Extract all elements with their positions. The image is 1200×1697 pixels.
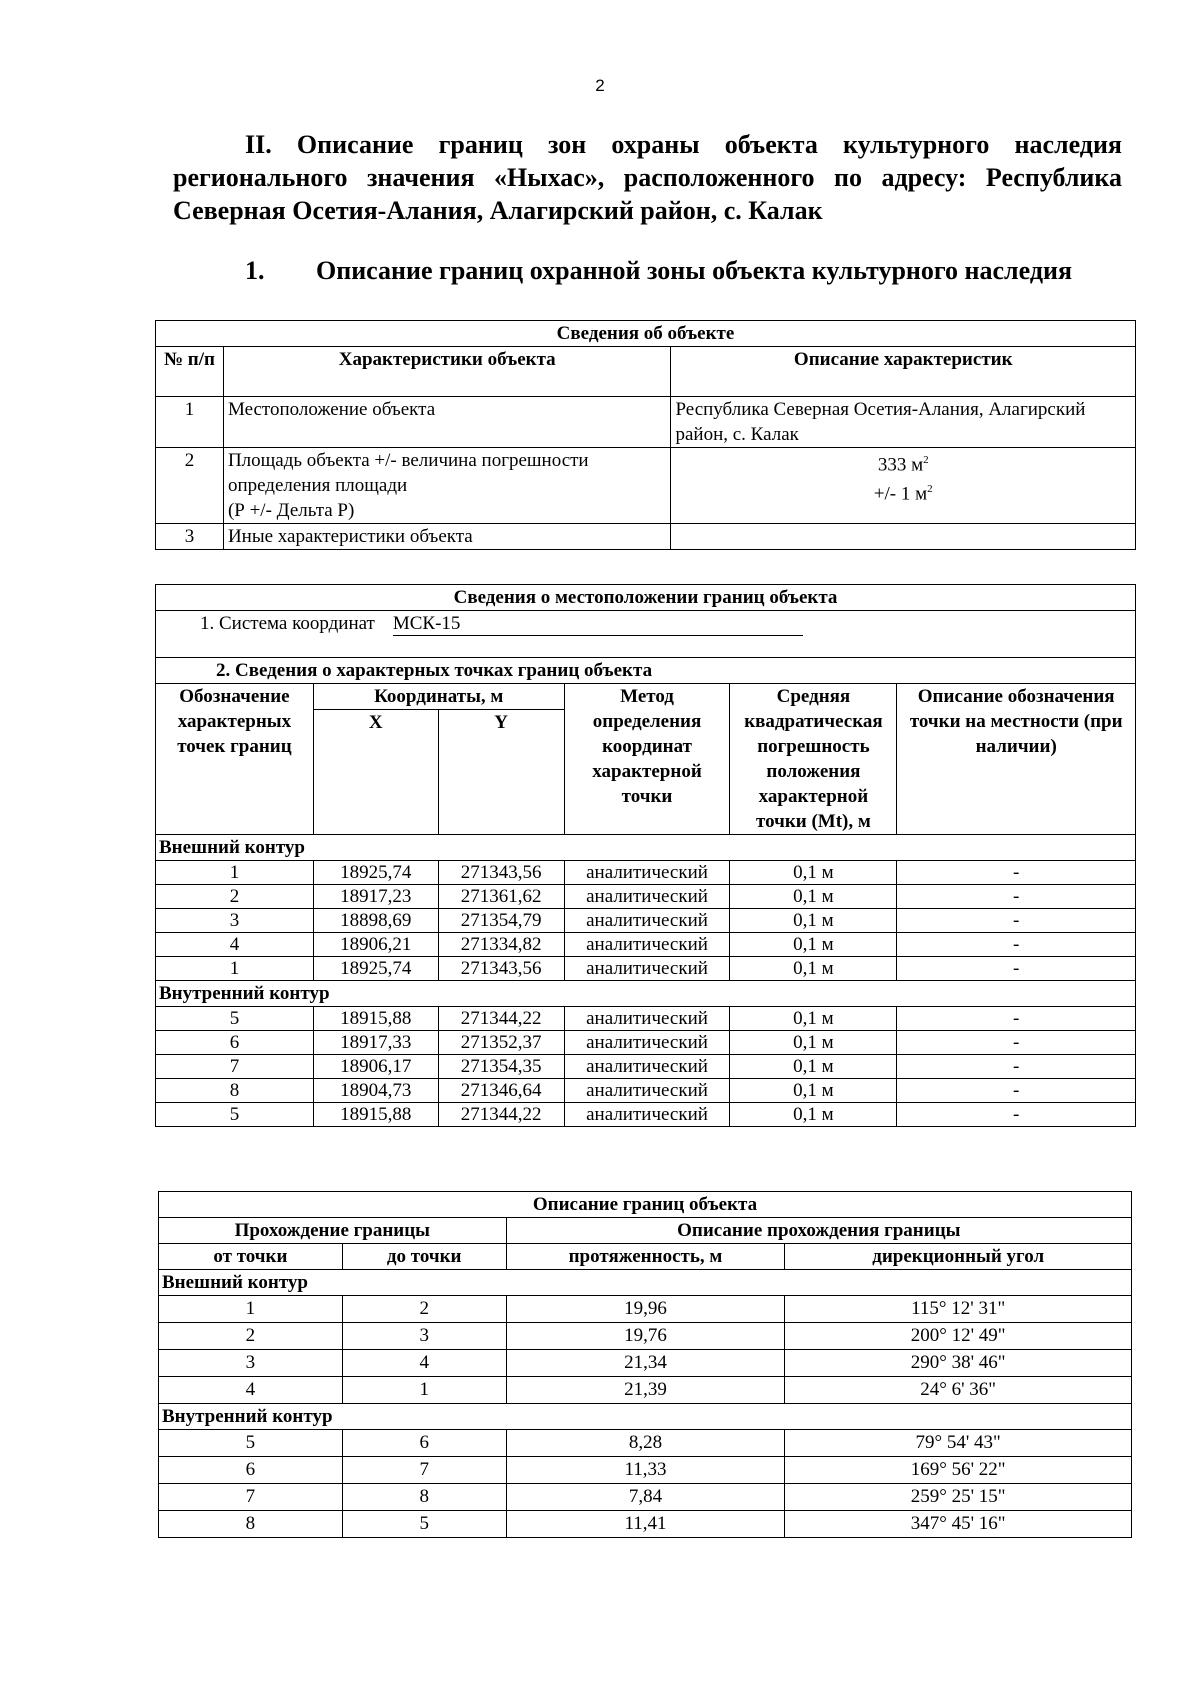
- table-row: [156, 1031, 1136, 1055]
- segment-from: 5: [159, 1430, 343, 1457]
- object-info-title: Сведения об объекте: [156, 321, 1136, 347]
- point-number: 2: [156, 885, 314, 909]
- point-description: -: [897, 1055, 1136, 1079]
- length-header: протяженность, м: [506, 1244, 785, 1270]
- point-x: 18915,88: [313, 1007, 438, 1031]
- from-header: от точки: [159, 1244, 343, 1270]
- segment-to: 4: [342, 1350, 506, 1377]
- segment-angle: 290° 38' 46": [785, 1350, 1132, 1377]
- point-method: аналитический: [564, 885, 730, 909]
- table-row: [159, 1296, 1132, 1323]
- segment-from: 1: [159, 1296, 343, 1323]
- boundary-title: Описание границ объекта: [159, 1192, 1132, 1218]
- point-y: 271334,82: [438, 933, 564, 957]
- section-heading: [173, 128, 1122, 227]
- segment-to: 2: [342, 1296, 506, 1323]
- page-number: 2: [595, 76, 605, 95]
- area-char-text: Площадь объекта +/- величина погрешности определения площади: [227, 450, 589, 496]
- point-number: 8: [156, 1079, 314, 1103]
- point-y: 271344,22: [438, 1103, 564, 1127]
- table-row: [156, 909, 1136, 933]
- table-row: [156, 885, 1136, 909]
- outer-contour-label: Внешний контур: [156, 835, 1136, 861]
- point-y: 271354,35: [438, 1055, 564, 1079]
- table-row: [159, 1430, 1132, 1457]
- row-desc: [671, 524, 1136, 550]
- point-number: 5: [156, 1103, 314, 1127]
- col-char-header: Характеристики объекта: [223, 347, 671, 397]
- coord-system-value: МСК-15: [393, 613, 803, 636]
- point-error: 0,1 м: [730, 885, 897, 909]
- subsection-number: 1.: [245, 256, 265, 285]
- table-row: [156, 933, 1136, 957]
- col-num-header: № п/п: [156, 347, 224, 397]
- table-row: [156, 1055, 1136, 1079]
- segment-length: 21,39: [506, 1377, 785, 1404]
- point-description: -: [897, 933, 1136, 957]
- segment-from: 8: [159, 1511, 343, 1538]
- passage-header: Прохождение границы: [159, 1218, 507, 1244]
- point-description: -: [897, 1031, 1136, 1055]
- point-x: 18917,23: [313, 885, 438, 909]
- segment-angle: 115° 12' 31": [785, 1296, 1132, 1323]
- coord-system-row: [156, 611, 1136, 658]
- table-row: [159, 1377, 1132, 1404]
- point-description: -: [897, 861, 1136, 885]
- area-tolerance: +/- 1 $м^2$: [873, 483, 933, 505]
- table-row: [159, 1457, 1132, 1484]
- segment-from: 3: [159, 1350, 343, 1377]
- to-header: до точки: [342, 1244, 506, 1270]
- point-number: 1: [156, 957, 314, 981]
- point-description: -: [897, 909, 1136, 933]
- table-row: [159, 1323, 1132, 1350]
- point-y: 271344,22: [438, 1007, 564, 1031]
- subsection-title: Описание границ охранной зоны объекта культурного наследия: [316, 256, 1073, 285]
- points-title: 2. Сведения о характерных точках границ объекта: [156, 658, 1136, 684]
- location-title: Сведения о местоположении границ объекта: [156, 585, 1136, 611]
- point-error: 0,1 м: [730, 1103, 897, 1127]
- point-y: 271361,62: [438, 885, 564, 909]
- segment-length: 19,76: [506, 1323, 785, 1350]
- object-info-table: [155, 320, 1136, 550]
- segment-length: 8,28: [506, 1430, 785, 1457]
- table-row: [156, 1007, 1136, 1031]
- point-method: аналитический: [564, 957, 730, 981]
- col-desc-header: Описание характеристик: [671, 347, 1136, 397]
- segment-length: 19,96: [506, 1296, 785, 1323]
- point-x: 18898,69: [313, 909, 438, 933]
- point-error: 0,1 м: [730, 861, 897, 885]
- point-description: -: [897, 1103, 1136, 1127]
- point-number: 4: [156, 933, 314, 957]
- designation-header: Обозначение характерных точек границ: [156, 684, 314, 835]
- row-num: 2: [156, 448, 224, 524]
- y-header: Y: [438, 710, 564, 835]
- inner-contour-label: Внутренний контур: [156, 981, 1136, 1007]
- segment-angle: 347° 45' 16": [785, 1511, 1132, 1538]
- point-error: 0,1 м: [730, 1031, 897, 1055]
- point-x: 18917,33: [313, 1031, 438, 1055]
- point-number: 7: [156, 1055, 314, 1079]
- point-method: аналитический: [564, 1055, 730, 1079]
- segment-from: 7: [159, 1484, 343, 1511]
- section-heading-text: II. Описание границ зон охраны объекта культурного наследия регионального значения «Ныхас», расположенного по адресу: Республика Северная Осетия-Алания, Алагирский район, с. Калак: [173, 130, 1122, 225]
- location-table: [155, 584, 1136, 1127]
- coord-system-label: 1. Система координат: [200, 613, 375, 634]
- segment-from: 6: [159, 1457, 343, 1484]
- area-value: 333 $м^2$: [877, 454, 929, 476]
- subsection-heading: [173, 255, 1122, 287]
- segment-from: 2: [159, 1323, 343, 1350]
- segment-to: 3: [342, 1323, 506, 1350]
- inner-segments: [159, 1430, 1132, 1538]
- segment-length: 11,33: [506, 1457, 785, 1484]
- point-x: 18906,17: [313, 1055, 438, 1079]
- point-description: -: [897, 1007, 1136, 1031]
- segment-length: 7,84: [506, 1484, 785, 1511]
- point-method: аналитический: [564, 1103, 730, 1127]
- point-number: 6: [156, 1031, 314, 1055]
- point-description: -: [897, 885, 1136, 909]
- outer-contour-label: Внешний контур: [159, 1270, 1132, 1296]
- point-x: 18915,88: [313, 1103, 438, 1127]
- segment-to: 8: [342, 1484, 506, 1511]
- point-desc-header: Описание обозначения точки на местности (при наличии): [897, 684, 1136, 835]
- table-row: [159, 1484, 1132, 1511]
- outer-segments: [159, 1296, 1132, 1404]
- table-row: [156, 861, 1136, 885]
- point-number: 1: [156, 861, 314, 885]
- point-y: 271343,56: [438, 957, 564, 981]
- row-num: 1: [156, 397, 224, 448]
- segment-to: 5: [342, 1511, 506, 1538]
- point-error: 0,1 м: [730, 1007, 897, 1031]
- point-x: 18925,74: [313, 957, 438, 981]
- segment-angle: 169° 56' 22": [785, 1457, 1132, 1484]
- segment-from: 4: [159, 1377, 343, 1404]
- error-header: Средняя квадратическая погрешность положения характерной точки (Mt), м: [730, 684, 897, 835]
- row-desc: [671, 448, 1136, 524]
- point-y: 271343,56: [438, 861, 564, 885]
- point-method: аналитический: [564, 1031, 730, 1055]
- point-method: аналитический: [564, 909, 730, 933]
- table-row: [156, 1103, 1136, 1127]
- point-y: 271354,79: [438, 909, 564, 933]
- point-error: 0,1 м: [730, 933, 897, 957]
- segment-length: 21,34: [506, 1350, 785, 1377]
- table-row: [156, 957, 1136, 981]
- row-num: 3: [156, 524, 224, 550]
- point-description: -: [897, 1079, 1136, 1103]
- table-row: [159, 1350, 1132, 1377]
- area-char-formula: (Р +/- Дельта Р): [227, 500, 355, 521]
- segment-length: 11,41: [506, 1511, 785, 1538]
- point-x: 18925,74: [313, 861, 438, 885]
- inner-contour-label: Внутренний контур: [159, 1404, 1132, 1430]
- table-row: [156, 1079, 1136, 1103]
- point-error: 0,1 м: [730, 1055, 897, 1079]
- method-header: Метод определения координат характерной точки: [564, 684, 730, 835]
- point-number: 3: [156, 909, 314, 933]
- segment-to: 1: [342, 1377, 506, 1404]
- coords-header: Координаты, м: [313, 684, 564, 710]
- point-method: аналитический: [564, 933, 730, 957]
- point-method: аналитический: [564, 1007, 730, 1031]
- point-error: 0,1 м: [730, 1079, 897, 1103]
- point-description: -: [897, 957, 1136, 981]
- row-char: Иные характеристики объекта: [223, 524, 671, 550]
- segment-to: 6: [342, 1430, 506, 1457]
- point-method: аналитический: [564, 861, 730, 885]
- table-row: [159, 1511, 1132, 1538]
- outer-points: [156, 861, 1136, 981]
- point-y: 271352,37: [438, 1031, 564, 1055]
- boundary-table: [158, 1191, 1132, 1538]
- segment-angle: 79° 54' 43": [785, 1430, 1132, 1457]
- row-char: [223, 448, 671, 524]
- point-error: 0,1 м: [730, 909, 897, 933]
- point-number: 5: [156, 1007, 314, 1031]
- point-y: 271346,64: [438, 1079, 564, 1103]
- row-char: Местоположение объекта: [223, 397, 671, 448]
- inner-points: [156, 1007, 1136, 1127]
- passage-desc-header: Описание прохождения границы: [506, 1218, 1131, 1244]
- angle-header: дирекционный угол: [785, 1244, 1132, 1270]
- segment-angle: 200° 12' 49": [785, 1323, 1132, 1350]
- point-error: 0,1 м: [730, 957, 897, 981]
- point-x: 18906,21: [313, 933, 438, 957]
- segment-angle: 259° 25' 15": [785, 1484, 1132, 1511]
- x-header: X: [313, 710, 438, 835]
- segment-angle: 24° 6' 36": [785, 1377, 1132, 1404]
- point-x: 18904,73: [313, 1079, 438, 1103]
- segment-to: 7: [342, 1457, 506, 1484]
- point-method: аналитический: [564, 1079, 730, 1103]
- row-desc: Республика Северная Осетия-Алания, Алагирский район, с. Калак: [671, 397, 1136, 448]
